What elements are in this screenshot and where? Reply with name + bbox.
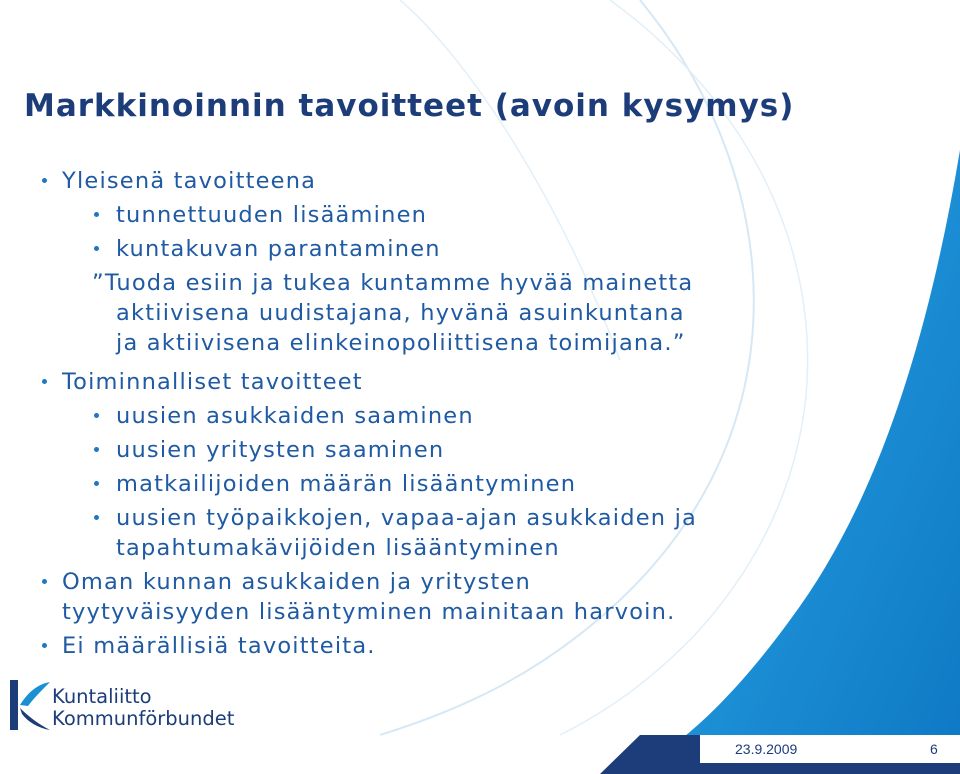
bullet-dot xyxy=(94,447,99,452)
sub-bullet-continuation xyxy=(42,533,762,563)
kuntaliitto-k-logo-icon xyxy=(8,678,52,734)
quote-text: aktiivisena uudistajana, hyvänä asuinkuntana xyxy=(116,300,685,326)
bullet-text: Yleisenä tavoitteena xyxy=(62,168,317,194)
slide-title: Markkinoinnin tavoitteet (avoin kysymys) xyxy=(24,88,795,124)
quote-text: ja aktiivisena elinkeinopoliittisena toimijana.” xyxy=(116,330,686,356)
bullet-dot xyxy=(42,579,47,584)
sub-bullet-awareness xyxy=(42,200,762,230)
bullet-text: Ei määrällisiä tavoitteita. xyxy=(62,633,376,659)
bullet-satisfaction xyxy=(42,567,762,597)
bullet-dot xyxy=(94,212,99,217)
page-number: 6 xyxy=(930,741,938,757)
sub-bullet-image xyxy=(42,234,762,264)
kuntaliitto-logo xyxy=(8,678,268,738)
logo-wordmark xyxy=(52,686,234,730)
quote-line xyxy=(42,298,762,328)
quote-text: ”Tuoda esiin ja tukea kuntamme hyvää mainetta xyxy=(92,270,694,296)
bullet-text: tapahtumakävijöiden lisääntyminen xyxy=(116,535,560,561)
quote-line xyxy=(42,328,762,358)
sub-bullet-companies xyxy=(42,435,762,465)
sub-bullet-residents xyxy=(42,401,762,431)
logo-line-1: Kuntaliitto xyxy=(52,685,152,708)
bullet-dot xyxy=(94,481,99,486)
sub-bullet-jobs xyxy=(42,503,762,533)
bullet-operational-goals xyxy=(42,367,762,397)
bullet-dot xyxy=(42,643,47,648)
bullet-text: uusien yritysten saaminen xyxy=(116,437,445,463)
bullet-general-goals xyxy=(42,166,762,196)
bullet-dot xyxy=(42,178,47,183)
bullet-dot xyxy=(94,413,99,418)
logo-line-2: Kommunförbundet xyxy=(52,707,235,730)
bullet-list xyxy=(42,166,762,661)
bullet-text: Oman kunnan asukkaiden ja yritysten xyxy=(62,569,531,595)
bullet-no-quantitative xyxy=(42,631,762,661)
bullet-text: Toiminnalliset tavoitteet xyxy=(62,369,363,395)
sub-bullet-tourists xyxy=(42,469,762,499)
footer-date: 23.9.2009 xyxy=(735,741,798,757)
bullet-dot xyxy=(94,246,99,251)
bullet-text: tunnettuuden lisääminen xyxy=(116,202,428,228)
bullet-text: uusien työpaikkojen, vapaa-ajan asukkaiden ja xyxy=(116,505,698,531)
bullet-text: matkailijoiden määrän lisääntyminen xyxy=(116,471,577,497)
bullet-text: uusien asukkaiden saaminen xyxy=(116,403,474,429)
quote-line xyxy=(42,268,762,298)
bullet-continuation xyxy=(42,597,762,627)
bullet-dot xyxy=(42,379,47,384)
bullet-dot xyxy=(94,515,99,520)
bullet-text: tyytyväisyyden lisääntyminen mainitaan harvoin. xyxy=(62,599,676,625)
bullet-text: kuntakuvan parantaminen xyxy=(116,236,441,262)
